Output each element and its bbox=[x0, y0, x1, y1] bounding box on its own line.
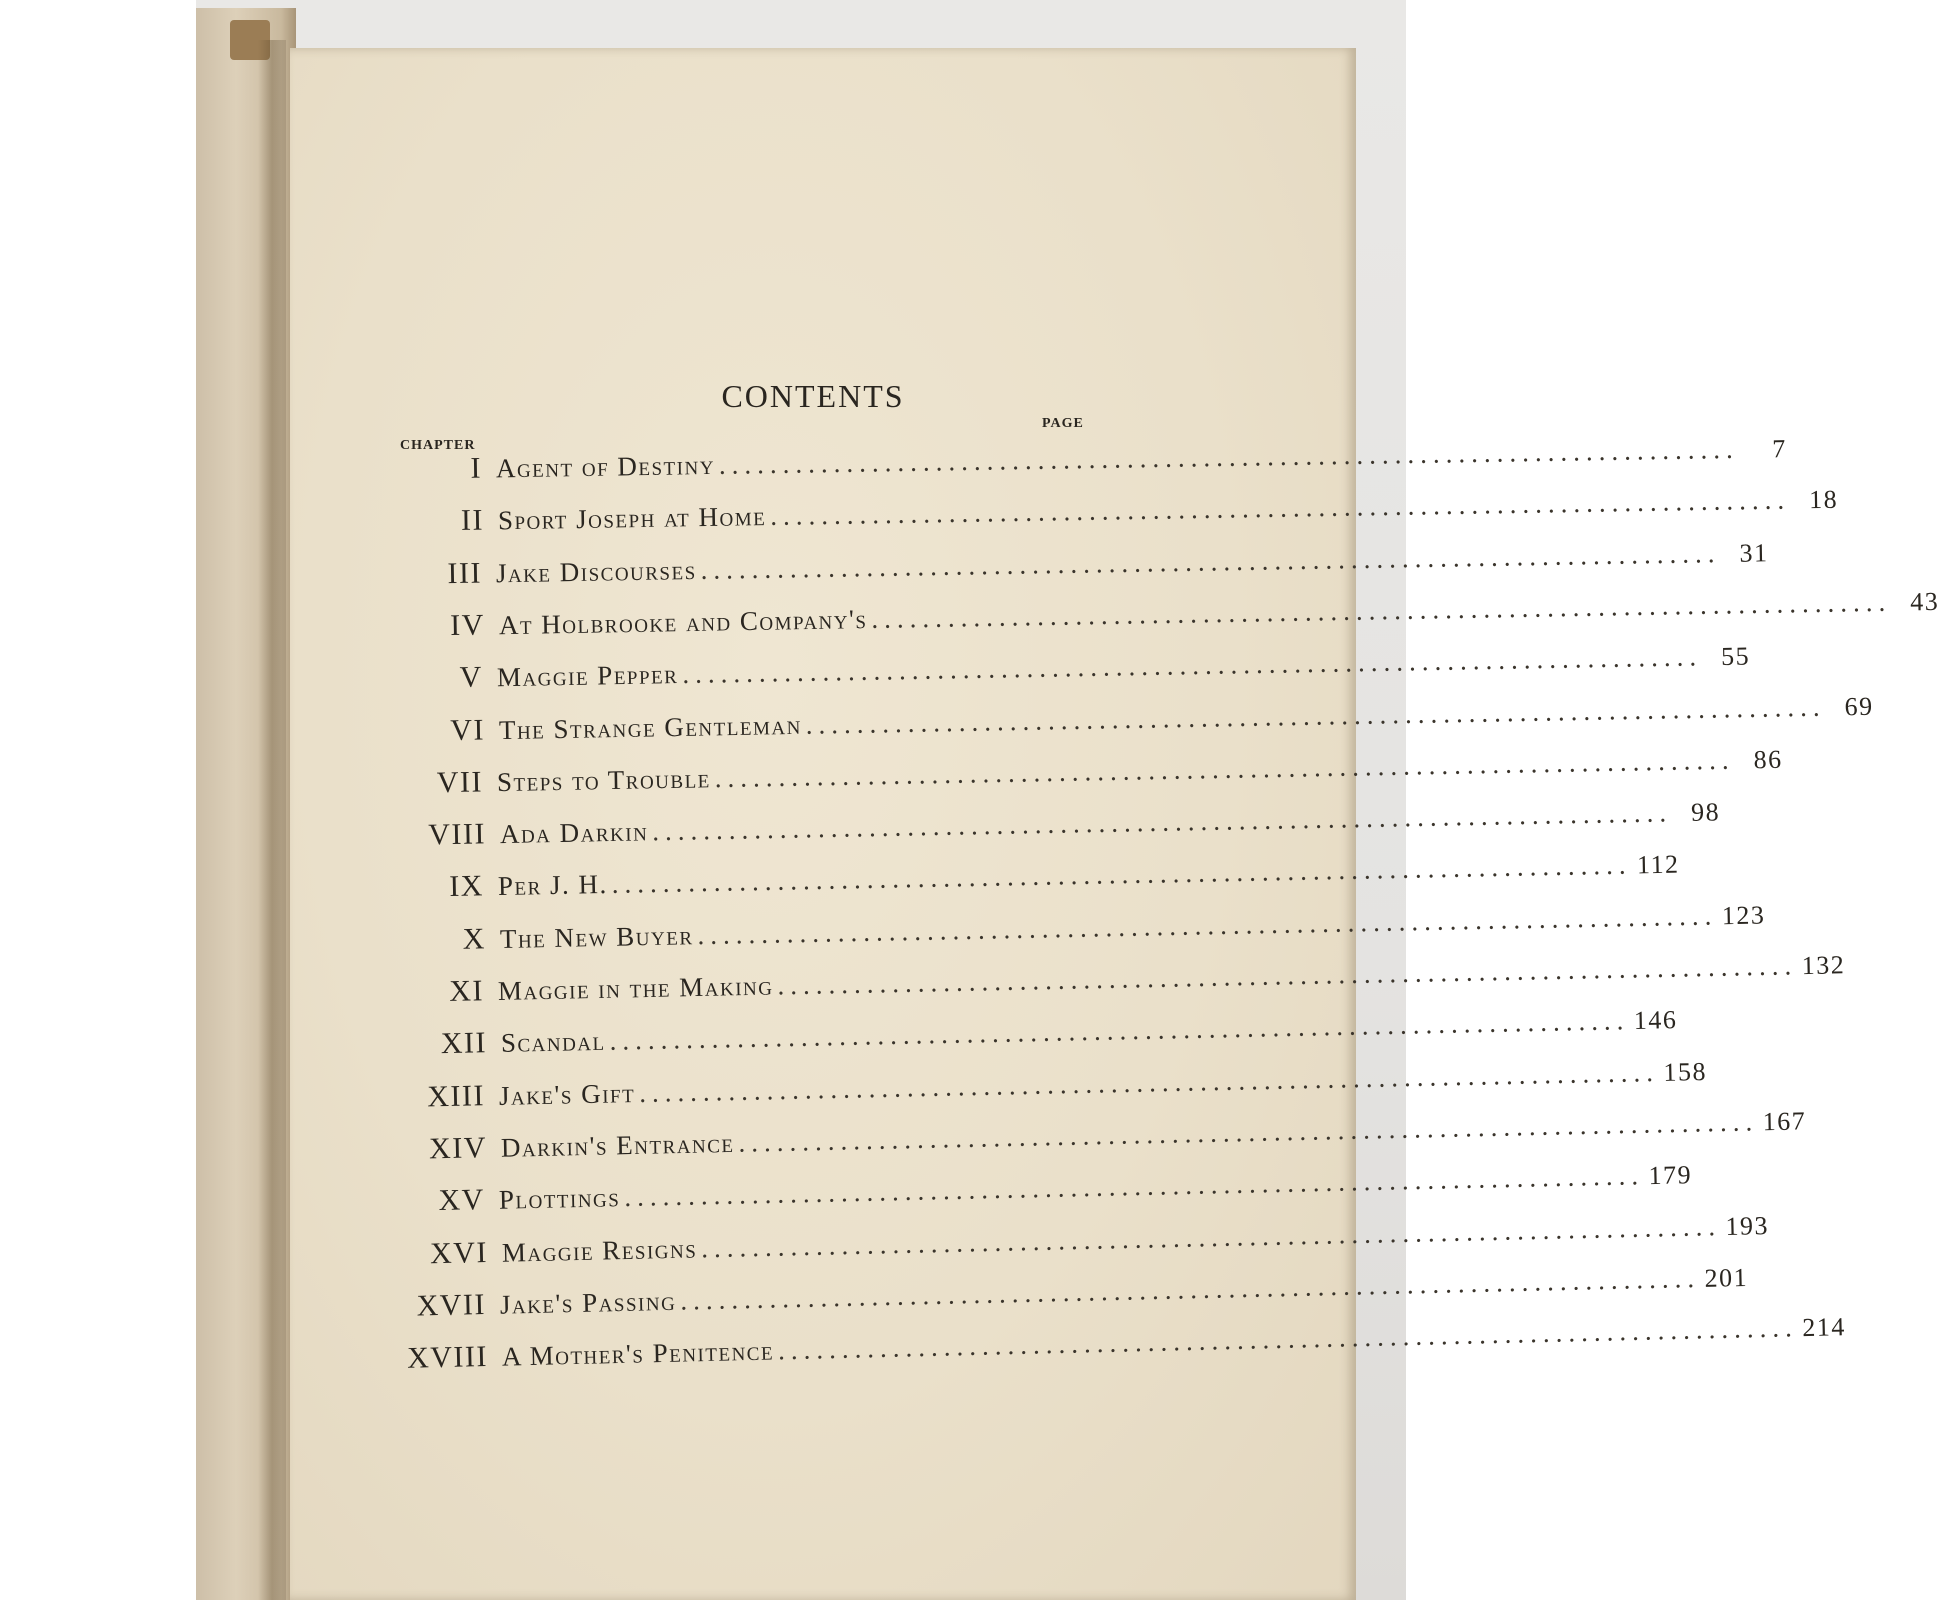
chapter-title: A Mother's Penitence bbox=[501, 1335, 775, 1372]
page-number: 158 bbox=[1662, 1056, 1708, 1087]
page-number: 132 bbox=[1801, 950, 1846, 981]
chapter-numeral: X bbox=[462, 921, 487, 956]
toc-entry bbox=[392, 433, 1788, 493]
page-number: 98 bbox=[1690, 797, 1720, 828]
chapter-numeral: VI bbox=[450, 712, 486, 747]
page-number: 18 bbox=[1809, 485, 1839, 515]
toc-entry bbox=[393, 744, 1784, 806]
chapter-numeral: XII bbox=[440, 1026, 487, 1061]
chapter-numeral: VIII bbox=[427, 817, 486, 852]
chapter-numeral: XVIII bbox=[406, 1340, 489, 1375]
page-number: 193 bbox=[1724, 1210, 1769, 1241]
page-number: 7 bbox=[1772, 434, 1788, 464]
dot-leader: ................................................................................ bbox=[700, 537, 1722, 585]
page-number: 112 bbox=[1636, 849, 1680, 880]
page-title: CONTENTS bbox=[721, 378, 905, 414]
dot-leader: ................................................................................ bbox=[738, 1106, 1759, 1158]
chapter-title: Sport Joseph at Home bbox=[497, 501, 767, 536]
chapter-column-header: CHAPTER bbox=[400, 438, 476, 453]
chapter-title: Plottings bbox=[498, 1182, 621, 1215]
dot-leader: ................................................................................ bbox=[770, 484, 1791, 532]
toc-entry bbox=[398, 1312, 1847, 1382]
chapter-title: Jake's Passing bbox=[499, 1285, 677, 1320]
dot-leader: ................................................................................ bbox=[638, 1056, 1660, 1108]
toc-entry bbox=[394, 484, 1839, 546]
toc-entry bbox=[393, 849, 1680, 911]
chapter-title: Maggie in the Making bbox=[497, 970, 775, 1006]
dot-leader: ................................................................................ bbox=[624, 1160, 1645, 1213]
page-number: 201 bbox=[1703, 1262, 1749, 1293]
toc-entry bbox=[394, 950, 1846, 1016]
dot-leader: ................................................................................ bbox=[777, 950, 1798, 1001]
page-number: 31 bbox=[1739, 537, 1770, 568]
page-column-header: PAGE bbox=[1042, 416, 1084, 431]
dot-leader: ................................................................................ bbox=[700, 1210, 1721, 1263]
page-number: 123 bbox=[1721, 900, 1766, 930]
dot-leader: ................................................................................ bbox=[611, 849, 1632, 900]
chapter-numeral: XVII bbox=[415, 1287, 487, 1323]
page-number: 167 bbox=[1762, 1106, 1807, 1137]
chapter-numeral: IV bbox=[449, 608, 485, 642]
dot-leader: ................................................................................ bbox=[718, 433, 1740, 480]
chapter-title: Ada Darkin bbox=[499, 816, 649, 850]
toc-entry bbox=[395, 1160, 1693, 1225]
chapter-title: Per J. H. bbox=[497, 869, 608, 902]
chapter-title: Steps to Trouble bbox=[497, 763, 712, 797]
toc-entry bbox=[396, 1005, 1678, 1068]
toc-entry bbox=[397, 1106, 1807, 1173]
page-number: 86 bbox=[1753, 744, 1784, 775]
toc-entry bbox=[396, 900, 1766, 964]
page-number: 69 bbox=[1844, 691, 1875, 721]
page-gutter bbox=[258, 40, 286, 1600]
chapter-numeral: II bbox=[460, 503, 485, 538]
dot-leader: ................................................................................ bbox=[714, 744, 1736, 793]
chapter-numeral: V bbox=[459, 660, 484, 695]
dot-leader: ................................................................................ bbox=[697, 900, 1718, 950]
dot-leader: ................................................................................ bbox=[608, 1005, 1630, 1056]
chapter-numeral: XVI bbox=[429, 1235, 488, 1270]
table-of-contents bbox=[290, 48, 1939, 1600]
toc-entry bbox=[395, 797, 1720, 859]
page-number: 146 bbox=[1633, 1005, 1678, 1036]
page-number: 43 bbox=[1909, 586, 1939, 617]
chapter-numeral: I bbox=[470, 451, 483, 485]
chapter-title: Agent of Destiny bbox=[495, 449, 716, 484]
chapter-numeral: IX bbox=[448, 869, 485, 904]
chapter-title: The New Buyer bbox=[499, 919, 694, 954]
chapter-numeral: XIII bbox=[426, 1078, 486, 1113]
toc-entry bbox=[395, 1262, 1749, 1330]
chapter-numeral: VII bbox=[436, 765, 484, 799]
dot-leader: ................................................................................ bbox=[651, 797, 1673, 847]
chapter-title: Scandal bbox=[500, 1026, 606, 1059]
chapter-title: Maggie Pepper bbox=[496, 659, 679, 693]
chapter-numeral: XI bbox=[449, 974, 485, 1008]
chapter-numeral: XIV bbox=[428, 1131, 488, 1166]
dot-leader: ................................................................................ bbox=[777, 1312, 1799, 1366]
chapter-title: Darkin's Entrance bbox=[500, 1127, 735, 1163]
toc-entry bbox=[394, 586, 1939, 649]
chapter-title: The Strange Gentleman bbox=[498, 709, 803, 745]
page-number: 55 bbox=[1720, 641, 1751, 672]
dot-leader: ................................................................................ bbox=[870, 586, 1892, 634]
page-number: 214 bbox=[1801, 1312, 1847, 1343]
chapter-title: Maggie Resigns bbox=[501, 1232, 698, 1268]
dot-leader: ................................................................................ bbox=[681, 641, 1703, 690]
chapter-title: At Holbrooke and Company's bbox=[498, 603, 868, 641]
toc-entry bbox=[394, 1056, 1708, 1121]
chapter-numeral: III bbox=[447, 556, 483, 590]
chapter-numeral: XV bbox=[438, 1183, 486, 1218]
toc-entry bbox=[395, 691, 1875, 754]
toc-entry bbox=[392, 537, 1770, 598]
contents-page bbox=[290, 48, 1939, 1600]
toc-entry bbox=[393, 641, 1751, 702]
dot-leader: ................................................................................ bbox=[679, 1262, 1701, 1316]
chapter-title: Jake's Gift bbox=[498, 1077, 636, 1111]
chapter-title: Jake Discourses bbox=[496, 554, 698, 588]
page-number: 179 bbox=[1648, 1160, 1693, 1191]
dot-leader: ................................................................................ bbox=[805, 691, 1827, 740]
